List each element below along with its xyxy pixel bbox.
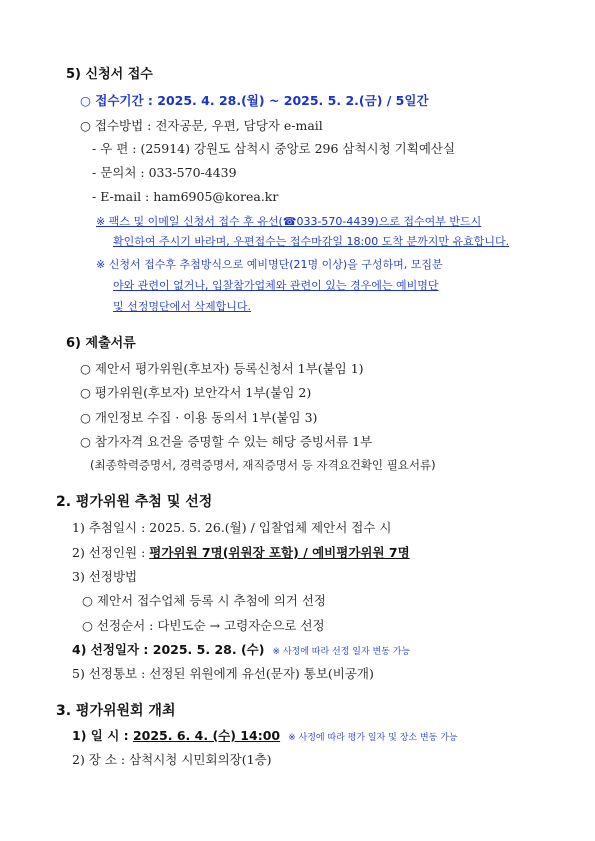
select-date-note: ※ 사정에 따라 선정 일자 변동 가능: [272, 647, 411, 657]
doc-item-sub: (최종학력증명서, 경력증명서, 재직증명서 등 자격요건확인 필요서류): [90, 458, 436, 472]
note-1-line-1: ※ 팩스 및 이메일 신청서 접수 후 유선(☎033-570-4439)으로 접수여부 반드시: [96, 215, 482, 228]
doc-item: ○ 참가자격 요건을 증명할 수 있는 해당 증빙서류 1부: [80, 434, 373, 449]
note-2-line-3: 및 선정명단에서 삭제합니다.: [113, 300, 252, 313]
meeting-date-value: 2025. 6. 4. (수) 14:00: [132, 728, 281, 743]
meeting-date-note: ※ 사정에 따라 평가 일자 및 장소 변동 가능: [288, 733, 458, 743]
phone-line: - 문의처 : 033-570-4439: [92, 165, 237, 180]
note-2-line-2: 야와 관련이 없거나, 입찰참가업체와 관련이 있는 경우에는 예비명단: [113, 279, 439, 292]
post-line: - 우 편 : (25914) 강원도 삼척시 중앙로 296 삼척시청 기획예산실: [92, 141, 456, 156]
period-line: ○ 접수기간 : 2025. 4. 28.(월) ~ 2025. 5. 2.(금) / 5일간: [80, 93, 429, 108]
note-2-line-1: ※ 신청서 접수후 추첨방식으로 예비명단(21명 이상)을 구성하며, 모집분: [96, 258, 443, 271]
part-2-title: 2. 평가위원 추첨 및 선정: [56, 494, 213, 510]
meeting-date-line: [72, 728, 458, 744]
doc-item: ○ 평가위원(후보자) 보안각서 1부(붙임 2): [80, 385, 312, 400]
select-date-value: 4) 선정일자 : 2025. 5. 28. (수): [72, 642, 265, 657]
doc-item: ○ 제안서 평가위원(후보자) 등록신청서 1부(붙임 1): [80, 361, 364, 376]
select-date-line: [72, 642, 410, 658]
select-count-line: [72, 545, 410, 561]
method-line: ○ 접수방법 : 전자공문, 우편, 담당자 e-mail: [80, 118, 323, 133]
select-method-b: ○ 선정순서 : 다빈도순 → 고령자순으로 선정: [82, 618, 325, 633]
meeting-place-line: 2) 장 소 : 삼척시청 시민회의장(1층): [72, 752, 272, 767]
part-3-title: 3. 평가위원회 개최: [56, 703, 176, 719]
email-line: - E-mail : ham6905@korea.kr: [92, 189, 279, 204]
section-5-title: 5) 신청서 접수: [66, 67, 153, 82]
meeting-date-label: 1) 일 시 :: [72, 728, 133, 743]
select-count-label: 2) 선정인원 :: [72, 545, 150, 560]
note-1-line-2: 확인하여 주시기 바라며, 우편접수는 접수마감일 18:00 도착 분까지만 유효합니다.: [113, 235, 510, 248]
select-count-value: 평가위원 7명(위원장 포함) / 예비평가위원 7명: [149, 545, 410, 560]
draw-date-line: 1) 추첨일시 : 2025. 5. 26.(월) / 입찰업체 제안서 접수 시: [72, 520, 392, 535]
section-6-title: 6) 제출서류: [66, 336, 136, 351]
select-method-line: 3) 선정방법: [72, 569, 138, 584]
notify-line: 5) 선정통보 : 선정된 위원에게 유선(문자) 통보(비공개): [72, 666, 374, 681]
select-method-a: ○ 제안서 접수업체 등록 시 추첨에 의거 선정: [82, 593, 326, 608]
doc-item: ○ 개인정보 수집 · 이용 동의서 1부(붙임 3): [80, 410, 318, 425]
